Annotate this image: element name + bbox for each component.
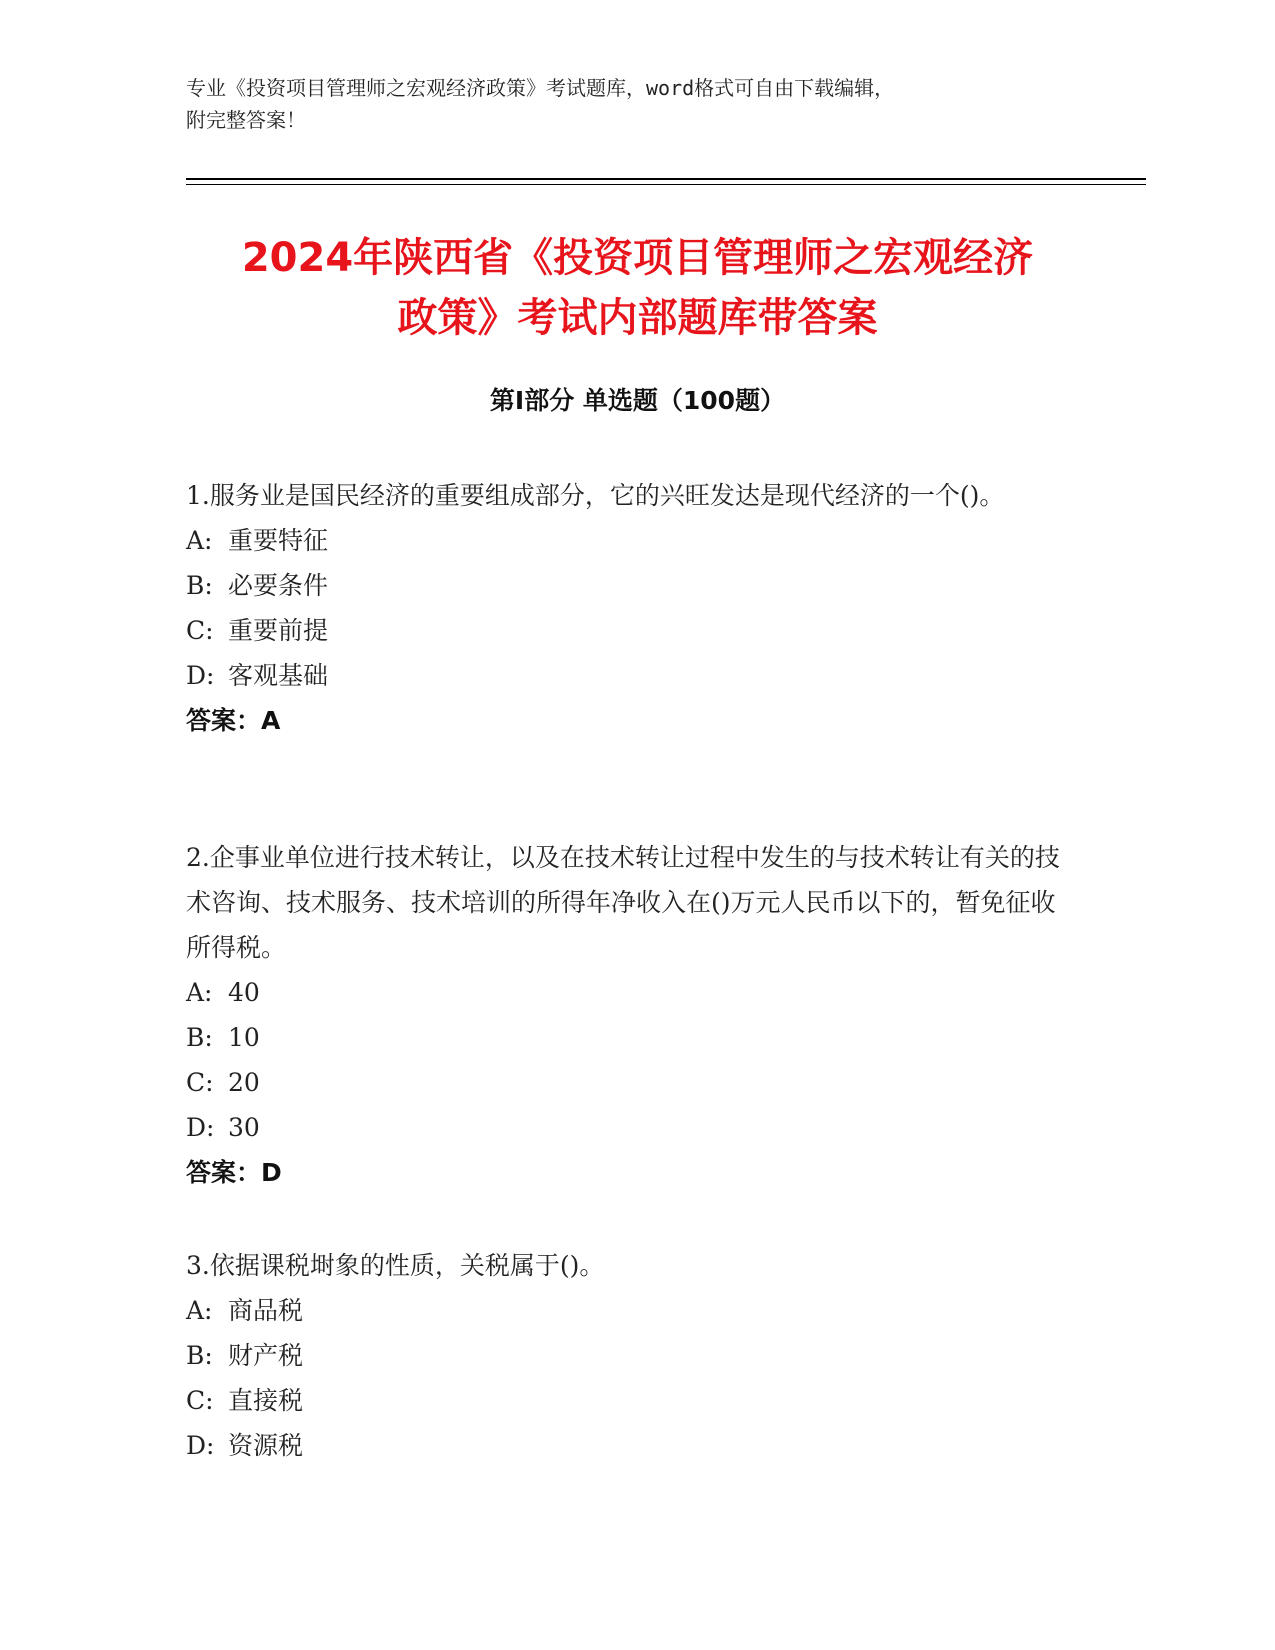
option-b: [186, 563, 1066, 608]
option-d: [186, 653, 1066, 698]
header-note-line-1: 专业《投资项目管理师之宏观经济政策》考试题库，word格式可自由下载编辑，: [186, 76, 895, 100]
option-letter: B:: [186, 1023, 213, 1052]
question-stem: 2.企事业单位进行技术转让，以及在技术转让过程中发生的与技术转让有关的技术咨询、技术服务、技术培训的所得年净收入在()万元人民币以下的，暂免征收所得税。: [186, 843, 1060, 962]
option-letter: A:: [186, 978, 213, 1007]
option-a: [186, 1288, 1066, 1333]
section-heading: 第Ⅰ部分 单选题（100题）: [489, 386, 786, 415]
option-letter: B:: [186, 1341, 213, 1370]
question-stem: 3.依据课税埘象的性质，关税属于()。: [186, 1251, 605, 1280]
option-text: 财产税: [228, 1341, 304, 1370]
option-b: [186, 1015, 1066, 1060]
option-b: [186, 1333, 1066, 1378]
header-divider-thick: [186, 178, 1146, 180]
option-text: 商品税: [228, 1296, 304, 1325]
option-d: [186, 1423, 1066, 1468]
document-title: [150, 228, 1125, 348]
question-3: [186, 1243, 1066, 1468]
document-title-line-2: 政策》考试内部题库带答案: [397, 295, 878, 341]
option-a: [186, 518, 1066, 563]
header-note: [186, 72, 1086, 136]
question-2: [186, 835, 1066, 1195]
option-text: 10: [228, 1023, 260, 1052]
option-a: [186, 970, 1066, 1015]
option-text: 必要条件: [228, 571, 329, 600]
option-text: 重要前提: [228, 616, 329, 645]
option-text: 20: [228, 1068, 260, 1097]
option-letter: D:: [186, 1431, 215, 1460]
question-stem: 1.服务业是国民经济的重要组成部分，它的兴旺发达是现代经济的一个()。: [186, 481, 1005, 510]
answer-label: 答案：A: [186, 706, 281, 735]
option-letter: C:: [186, 1068, 214, 1097]
option-c: [186, 1378, 1066, 1423]
option-letter: C:: [186, 1386, 214, 1415]
answer-label: 答案：D: [186, 1158, 282, 1187]
option-letter: C:: [186, 616, 214, 645]
option-text: 资源税: [228, 1431, 304, 1460]
option-text: 客观基础: [228, 661, 329, 690]
option-text: 直接税: [228, 1386, 304, 1415]
document-title-line-1: 2024年陕西省《投资项目管理师之宏观经济: [241, 235, 1034, 281]
option-c: [186, 1060, 1066, 1105]
option-text: 重要特征: [228, 526, 329, 555]
header-note-line-2: 附完整答案！: [186, 108, 306, 132]
option-letter: B:: [186, 571, 213, 600]
header-divider-thin: [186, 184, 1146, 185]
option-letter: D:: [186, 1113, 215, 1142]
option-text: 30: [228, 1113, 260, 1142]
option-letter: A:: [186, 526, 213, 555]
option-c: [186, 608, 1066, 653]
question-1: [186, 473, 1066, 743]
option-letter: D:: [186, 661, 215, 690]
option-text: 40: [228, 978, 260, 1007]
option-d: [186, 1105, 1066, 1150]
option-letter: A:: [186, 1296, 213, 1325]
